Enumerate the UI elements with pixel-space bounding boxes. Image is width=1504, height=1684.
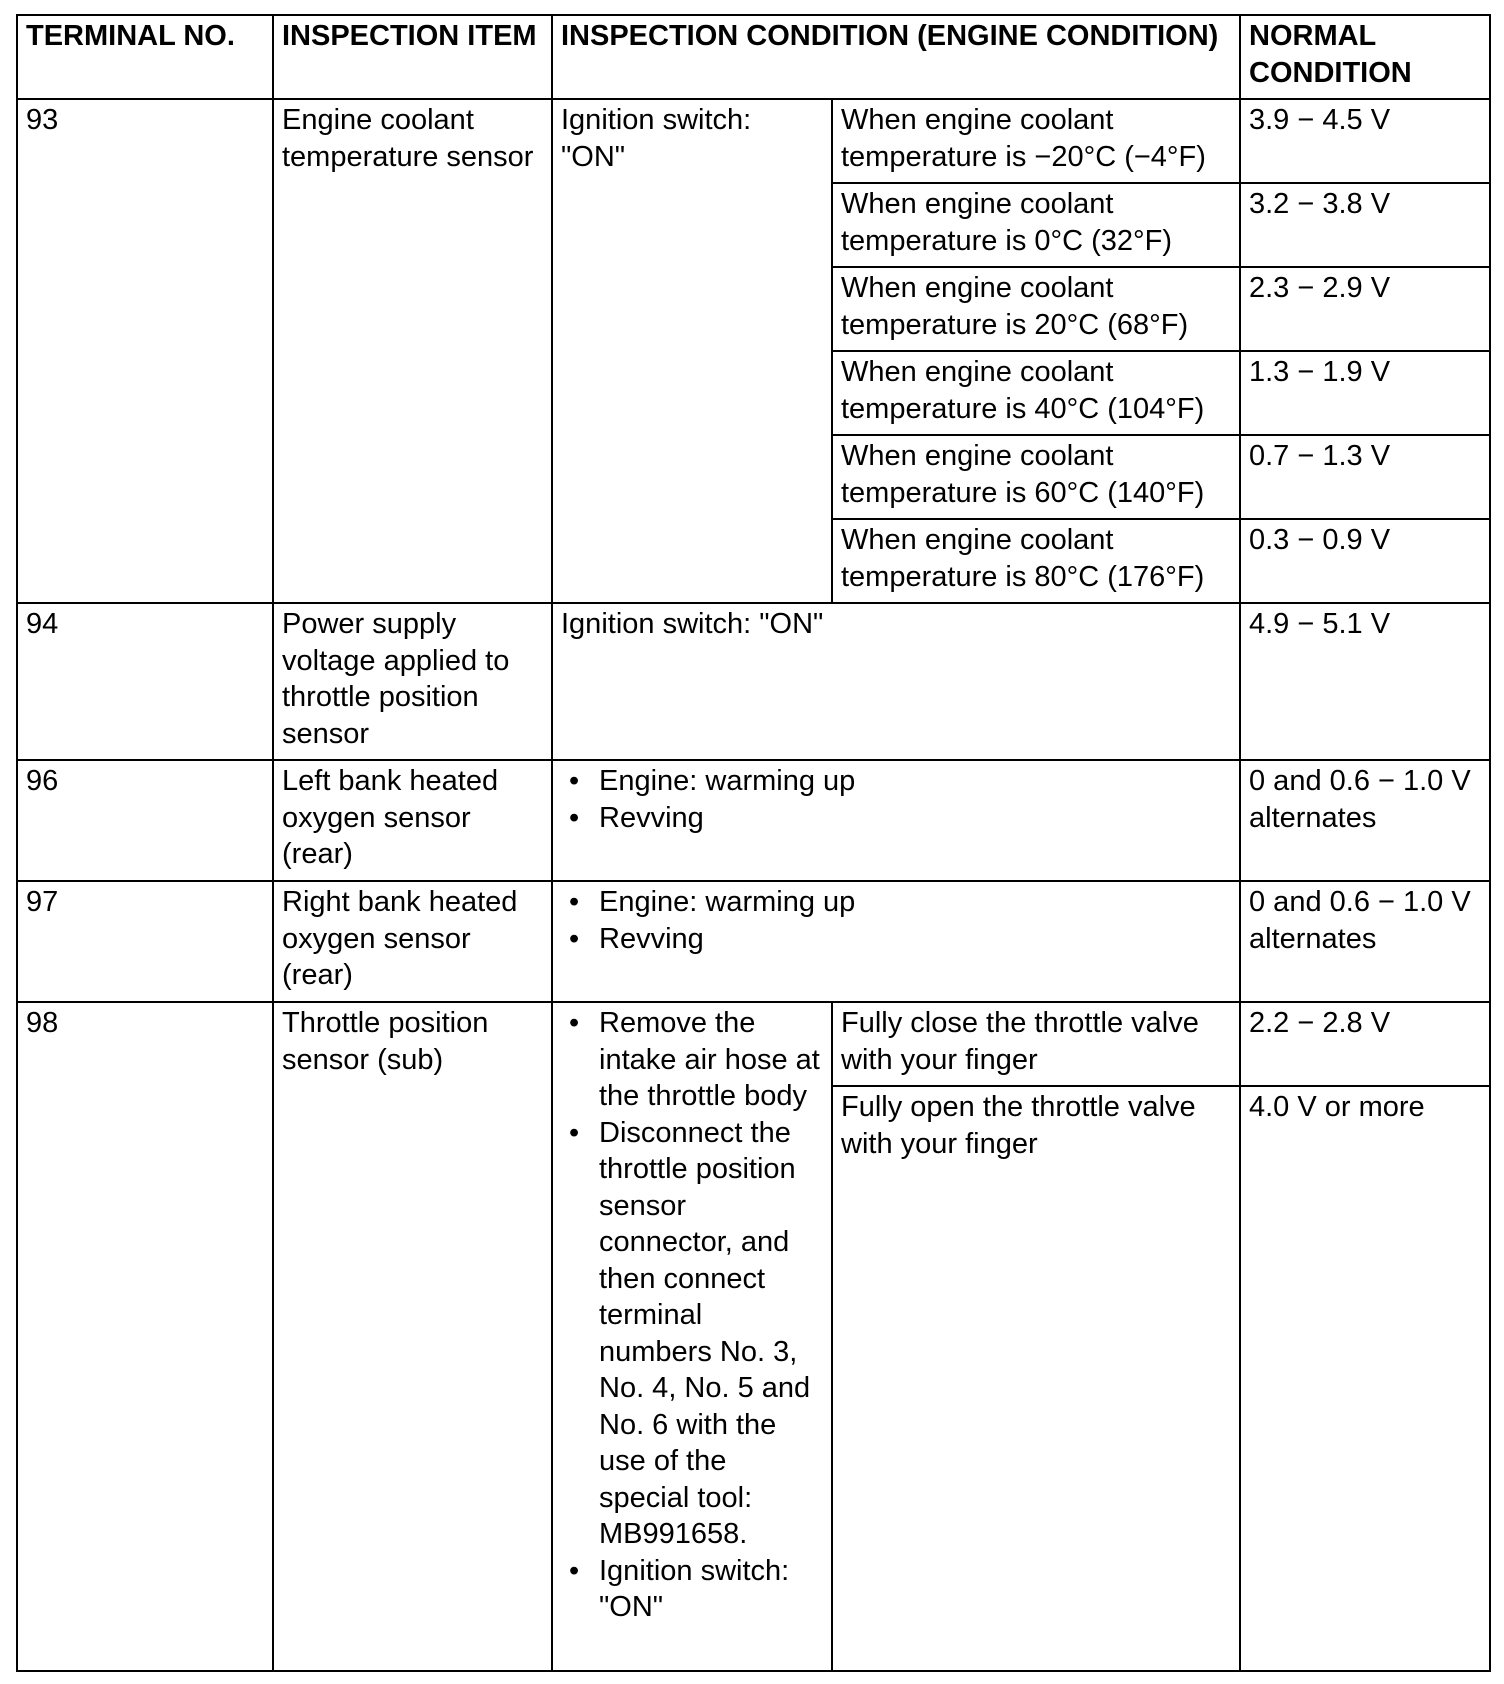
- header-row: [17, 15, 1490, 99]
- header-normal-condition: NORMAL CONDITION: [1240, 15, 1490, 99]
- inspection-condition-cell: [552, 1002, 832, 1671]
- condition-bullet-list: [561, 1005, 823, 1626]
- sub-condition-cell: When engine coolant temperature is −20°C (−4°F): [832, 99, 1240, 183]
- sub-condition-cell: When engine coolant temperature is 40°C (104°F): [832, 351, 1240, 435]
- normal-condition-cell: 0 and 0.6 − 1.0 V alternates: [1240, 881, 1490, 1002]
- normal-condition-cell: 0 and 0.6 − 1.0 V alternates: [1240, 760, 1490, 881]
- terminal-no-cell: 94: [17, 603, 273, 760]
- table-row: [17, 1002, 1490, 1086]
- normal-condition-cell: 4.0 V or more: [1240, 1086, 1490, 1671]
- inspection-condition-cell: Ignition switch: "ON": [552, 99, 832, 603]
- normal-condition-cell: 0.3 − 0.9 V: [1240, 519, 1490, 603]
- terminal-no-cell: 97: [17, 881, 273, 1002]
- inspection-table-container: [16, 14, 1491, 1672]
- terminal-no-cell: 98: [17, 1002, 273, 1671]
- sub-condition-cell: Fully close the throttle valve with your finger: [832, 1002, 1240, 1086]
- inspection-item-cell: Throttle position sensor (sub): [273, 1002, 552, 1671]
- terminal-no-cell: 96: [17, 760, 273, 881]
- normal-condition-cell: 4.9 − 5.1 V: [1240, 603, 1490, 760]
- inspection-table: [16, 14, 1491, 1672]
- bullet-item: • Engine: warming up: [599, 884, 1231, 921]
- inspection-condition-cell: [552, 881, 1240, 1002]
- inspection-item-cell: Right bank heated oxygen sensor (rear): [273, 881, 552, 1002]
- bullet-item: • Revving: [599, 800, 1231, 837]
- bullet-item: • Engine: warming up: [599, 763, 1231, 800]
- normal-condition-cell: 3.9 − 4.5 V: [1240, 99, 1490, 183]
- bullet-item: • Remove the intake air hose at the throttle body: [599, 1005, 823, 1115]
- normal-condition-cell: 1.3 − 1.9 V: [1240, 351, 1490, 435]
- bullet-item: • Revving: [599, 921, 1231, 958]
- header-inspection-item: INSPECTION ITEM: [273, 15, 552, 99]
- normal-condition-cell: 3.2 − 3.8 V: [1240, 183, 1490, 267]
- inspection-condition-cell: [552, 760, 1240, 881]
- inspection-item-cell: Power supply voltage applied to throttle position sensor: [273, 603, 552, 760]
- sub-condition-cell: When engine coolant temperature is 80°C (176°F): [832, 519, 1240, 603]
- table-row: [17, 760, 1490, 881]
- table-row: [17, 99, 1490, 183]
- condition-bullet-list: [561, 884, 1231, 957]
- inspection-item-cell: Engine coolant temperature sensor: [273, 99, 552, 603]
- inspection-item-cell: Left bank heated oxygen sensor (rear): [273, 760, 552, 881]
- bullet-item: • Disconnect the throttle position sensor connector, and then connect terminal numbers No. 3, No. 4, No. 5 and No. 6 with the use of the special tool: MB991658.: [599, 1115, 823, 1553]
- terminal-no-cell: 93: [17, 99, 273, 603]
- header-inspection-condition: INSPECTION CONDITION (ENGINE CONDITION): [552, 15, 1240, 99]
- table-row: [17, 603, 1490, 760]
- sub-condition-cell: Fully open the throttle valve with your finger: [832, 1086, 1240, 1671]
- normal-condition-cell: 2.2 − 2.8 V: [1240, 1002, 1490, 1086]
- normal-condition-cell: 2.3 − 2.9 V: [1240, 267, 1490, 351]
- bullet-item: • Ignition switch: "ON": [599, 1553, 823, 1626]
- table-row: [17, 881, 1490, 1002]
- normal-condition-cell: 0.7 − 1.3 V: [1240, 435, 1490, 519]
- inspection-condition-cell: Ignition switch: "ON": [552, 603, 1240, 760]
- sub-condition-cell: When engine coolant temperature is 20°C (68°F): [832, 267, 1240, 351]
- condition-bullet-list: [561, 763, 1231, 836]
- sub-condition-cell: When engine coolant temperature is 0°C (32°F): [832, 183, 1240, 267]
- sub-condition-cell: When engine coolant temperature is 60°C (140°F): [832, 435, 1240, 519]
- header-terminal-no: TERMINAL NO.: [17, 15, 273, 99]
